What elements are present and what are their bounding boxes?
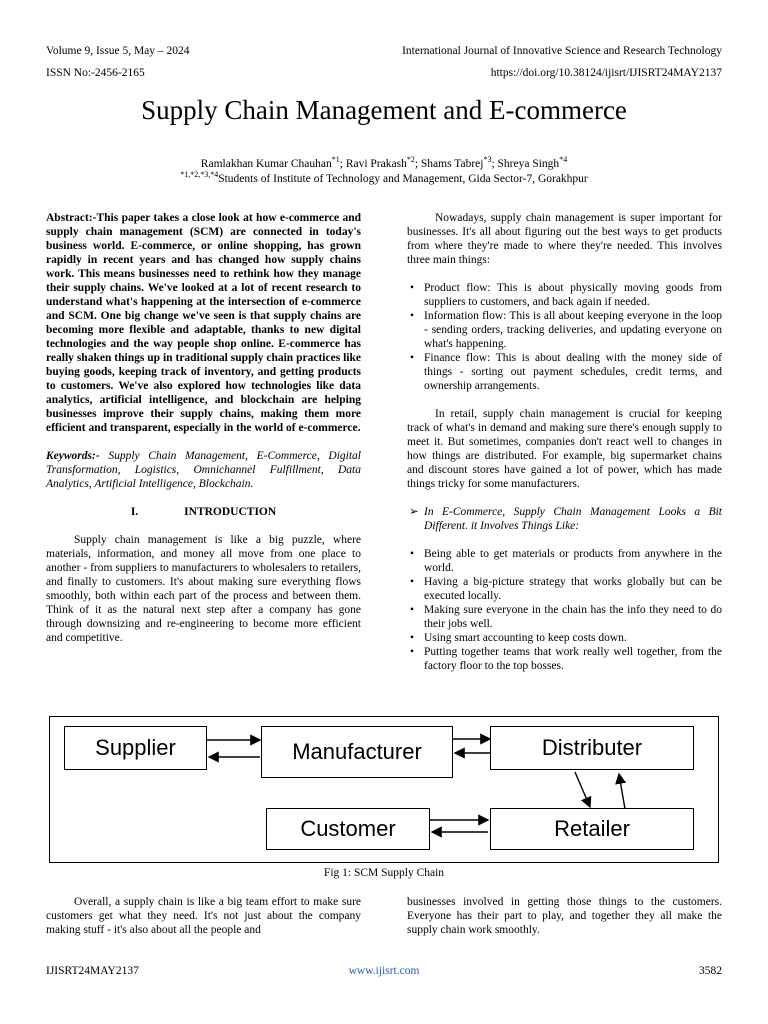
issn: ISSN No:-2456-2165 — [46, 67, 145, 79]
list-item: • Being able to get materials or products from anywhere in the world. — [407, 547, 722, 575]
author-sup: *2 — [406, 155, 415, 164]
list-item: • Using smart accounting to keep costs down. — [407, 631, 722, 645]
figure-frame — [49, 716, 719, 863]
author-name: Shams Tabrej — [420, 157, 484, 170]
section-title: INTRODUCTION — [184, 506, 277, 518]
author-sep: ; — [491, 157, 498, 170]
left-column — [46, 211, 361, 645]
author-name: Shreya Singh — [497, 157, 560, 170]
right-column — [407, 211, 722, 673]
overall-paragraph-continued: businesses involved in getting those things to the customers. Everyone has their part to play, and together they all make the supply chain work smoothly. — [407, 896, 722, 936]
abstract — [46, 211, 361, 435]
customer-box: Customer — [266, 808, 430, 850]
affiliation-sup: *1,*2,*3,*4 — [180, 170, 219, 179]
author-sup: *1 — [331, 155, 340, 164]
author-sep: ; — [414, 157, 421, 170]
distributer-box: Distributer — [490, 726, 694, 770]
supplier-box: Supplier — [64, 726, 207, 770]
manufacturer-box: Manufacturer — [261, 726, 453, 778]
affiliation — [0, 168, 768, 186]
ecommerce-list — [407, 547, 722, 673]
bottom-right-paragraph — [407, 895, 722, 937]
author-sup: *4 — [559, 155, 568, 164]
volume-info: Volume 9, Issue 5, May – 2024 — [46, 45, 190, 57]
section-heading — [46, 505, 361, 519]
footer-website-link[interactable]: www.ijisrt.com — [348, 965, 420, 977]
subheading — [407, 505, 722, 533]
scm-paragraph: Nowadays, supply chain management is super important for businesses. It's all about figuring out the best ways to get products from where they're made to where they're needed. This involves three main things: — [407, 212, 722, 266]
page-number: 3582 — [699, 965, 722, 977]
paper-title: Supply Chain Management and E-commerce — [141, 95, 627, 125]
author-sep: ; — [339, 157, 346, 170]
arrow-distributer-to-retailer — [575, 772, 590, 807]
keywords-label: Keywords:- — [46, 450, 100, 462]
keywords-text: Supply Chain Management, E-Commerce, Digital Transformation, Logistics, Omnichannel Fulfillment, Data Analytics, Artificial Intelligence, Blockchain. — [46, 450, 361, 490]
list-item: • Information flow: This is all about keeping everyone in the loop - sending orders, tracking deliveries, and updating everyone on what's happening. — [407, 309, 722, 351]
journal-name: International Journal of Innovative Science and Research Technology — [402, 45, 722, 57]
flow-list — [407, 281, 722, 393]
intro-paragraph: Supply chain management is like a big puzzle, where materials, information, and money all move from one place to another - from suppliers to manufacturers to wholesalers to retailers, and finally to customers. It's about making sure everything flows smoothly, both within each part of the process and between them. Think of it as the natural next step after a company has gone through downsizing and re-engineering to become more efficient and competitive. — [46, 534, 361, 644]
affiliation-text: Students of Institute of Technology and Management, Gida Sector-7, Gorakhpur — [218, 172, 588, 185]
keywords — [46, 449, 361, 491]
abstract-text: This paper takes a close look at how e-commerce and supply chain management (SCM) are connected in today's business world. E-commerce, or online shopping, has grown rapidly in recent years and has changed how supply chains work. This means businesses need to rethink how they manage their supply chains. We've looked at a lot of recent research to understand what's happening at the intersection of e-commerce and SCM. One big change we've seen is that supply chains are becoming more flexible and adaptable, thanks to new digital technologies and the way people shop online. E-commerce has really shaken things up in traditional supply chain practices like buying goods, keeping track of inventory, and getting products to customers. We've also explored how technologies like data analytics, artificial intelligence, and blockchain are helping businesses improve their supply chains, making them more efficient and transparent, especially in the world of e-commerce. — [46, 212, 361, 434]
list-item: • Making sure everyone in the chain has the info they need to do their jobs well. — [407, 603, 722, 631]
list-item: • Putting together teams that work really well together, from the factory floor to the top bosses. — [407, 645, 722, 673]
author-sup: *3 — [483, 155, 492, 164]
retailer-box: Retailer — [490, 808, 694, 850]
footer-id: IJISRT24MAY2137 — [46, 965, 139, 977]
figure-caption: Fig 1: SCM Supply Chain — [323, 867, 445, 879]
list-item: • Finance flow: This is about dealing with the money side of things - sorting out payment schedules, credit terms, and ownership arrangements. — [407, 351, 722, 393]
list-item: • Having a big-picture strategy that works globally but can be executed locally. — [407, 575, 722, 603]
doi-link[interactable]: https://doi.org/10.38124/ijisrt/IJISRT24MAY2137 — [490, 67, 722, 79]
section-number: I. — [130, 506, 139, 518]
arrow-bullet-icon: ➢ — [409, 506, 419, 518]
author-name: Ramlakhan Kumar Chauhan — [200, 157, 332, 170]
retail-paragraph: In retail, supply chain management is crucial for keeping track of what's in demand and making sure there's enough supply to meet it. But sometimes, companies don't react well to changes in how things are distributed. For example, big supermarket chains and discount stores have gained a lot of power, which has made things tricky for some manufacturers. — [407, 408, 722, 490]
abstract-label: Abstract:- — [46, 212, 97, 224]
arrow-retailer-to-distributer — [619, 774, 625, 809]
bottom-left-paragraph — [46, 895, 361, 937]
overall-paragraph: Overall, a supply chain is like a big team effort to make sure customers get what they need. It's not just about the company making stuff - it's also about all the people and — [46, 896, 361, 936]
subheading-text: In E-Commerce, Supply Chain Management Looks a Bit Different. it Involves Things Like: — [424, 506, 722, 532]
list-item: • Product flow: This is about physically moving goods from suppliers to customers, and back again if needed. — [407, 281, 722, 309]
author-name: Ravi Prakash — [345, 157, 407, 170]
